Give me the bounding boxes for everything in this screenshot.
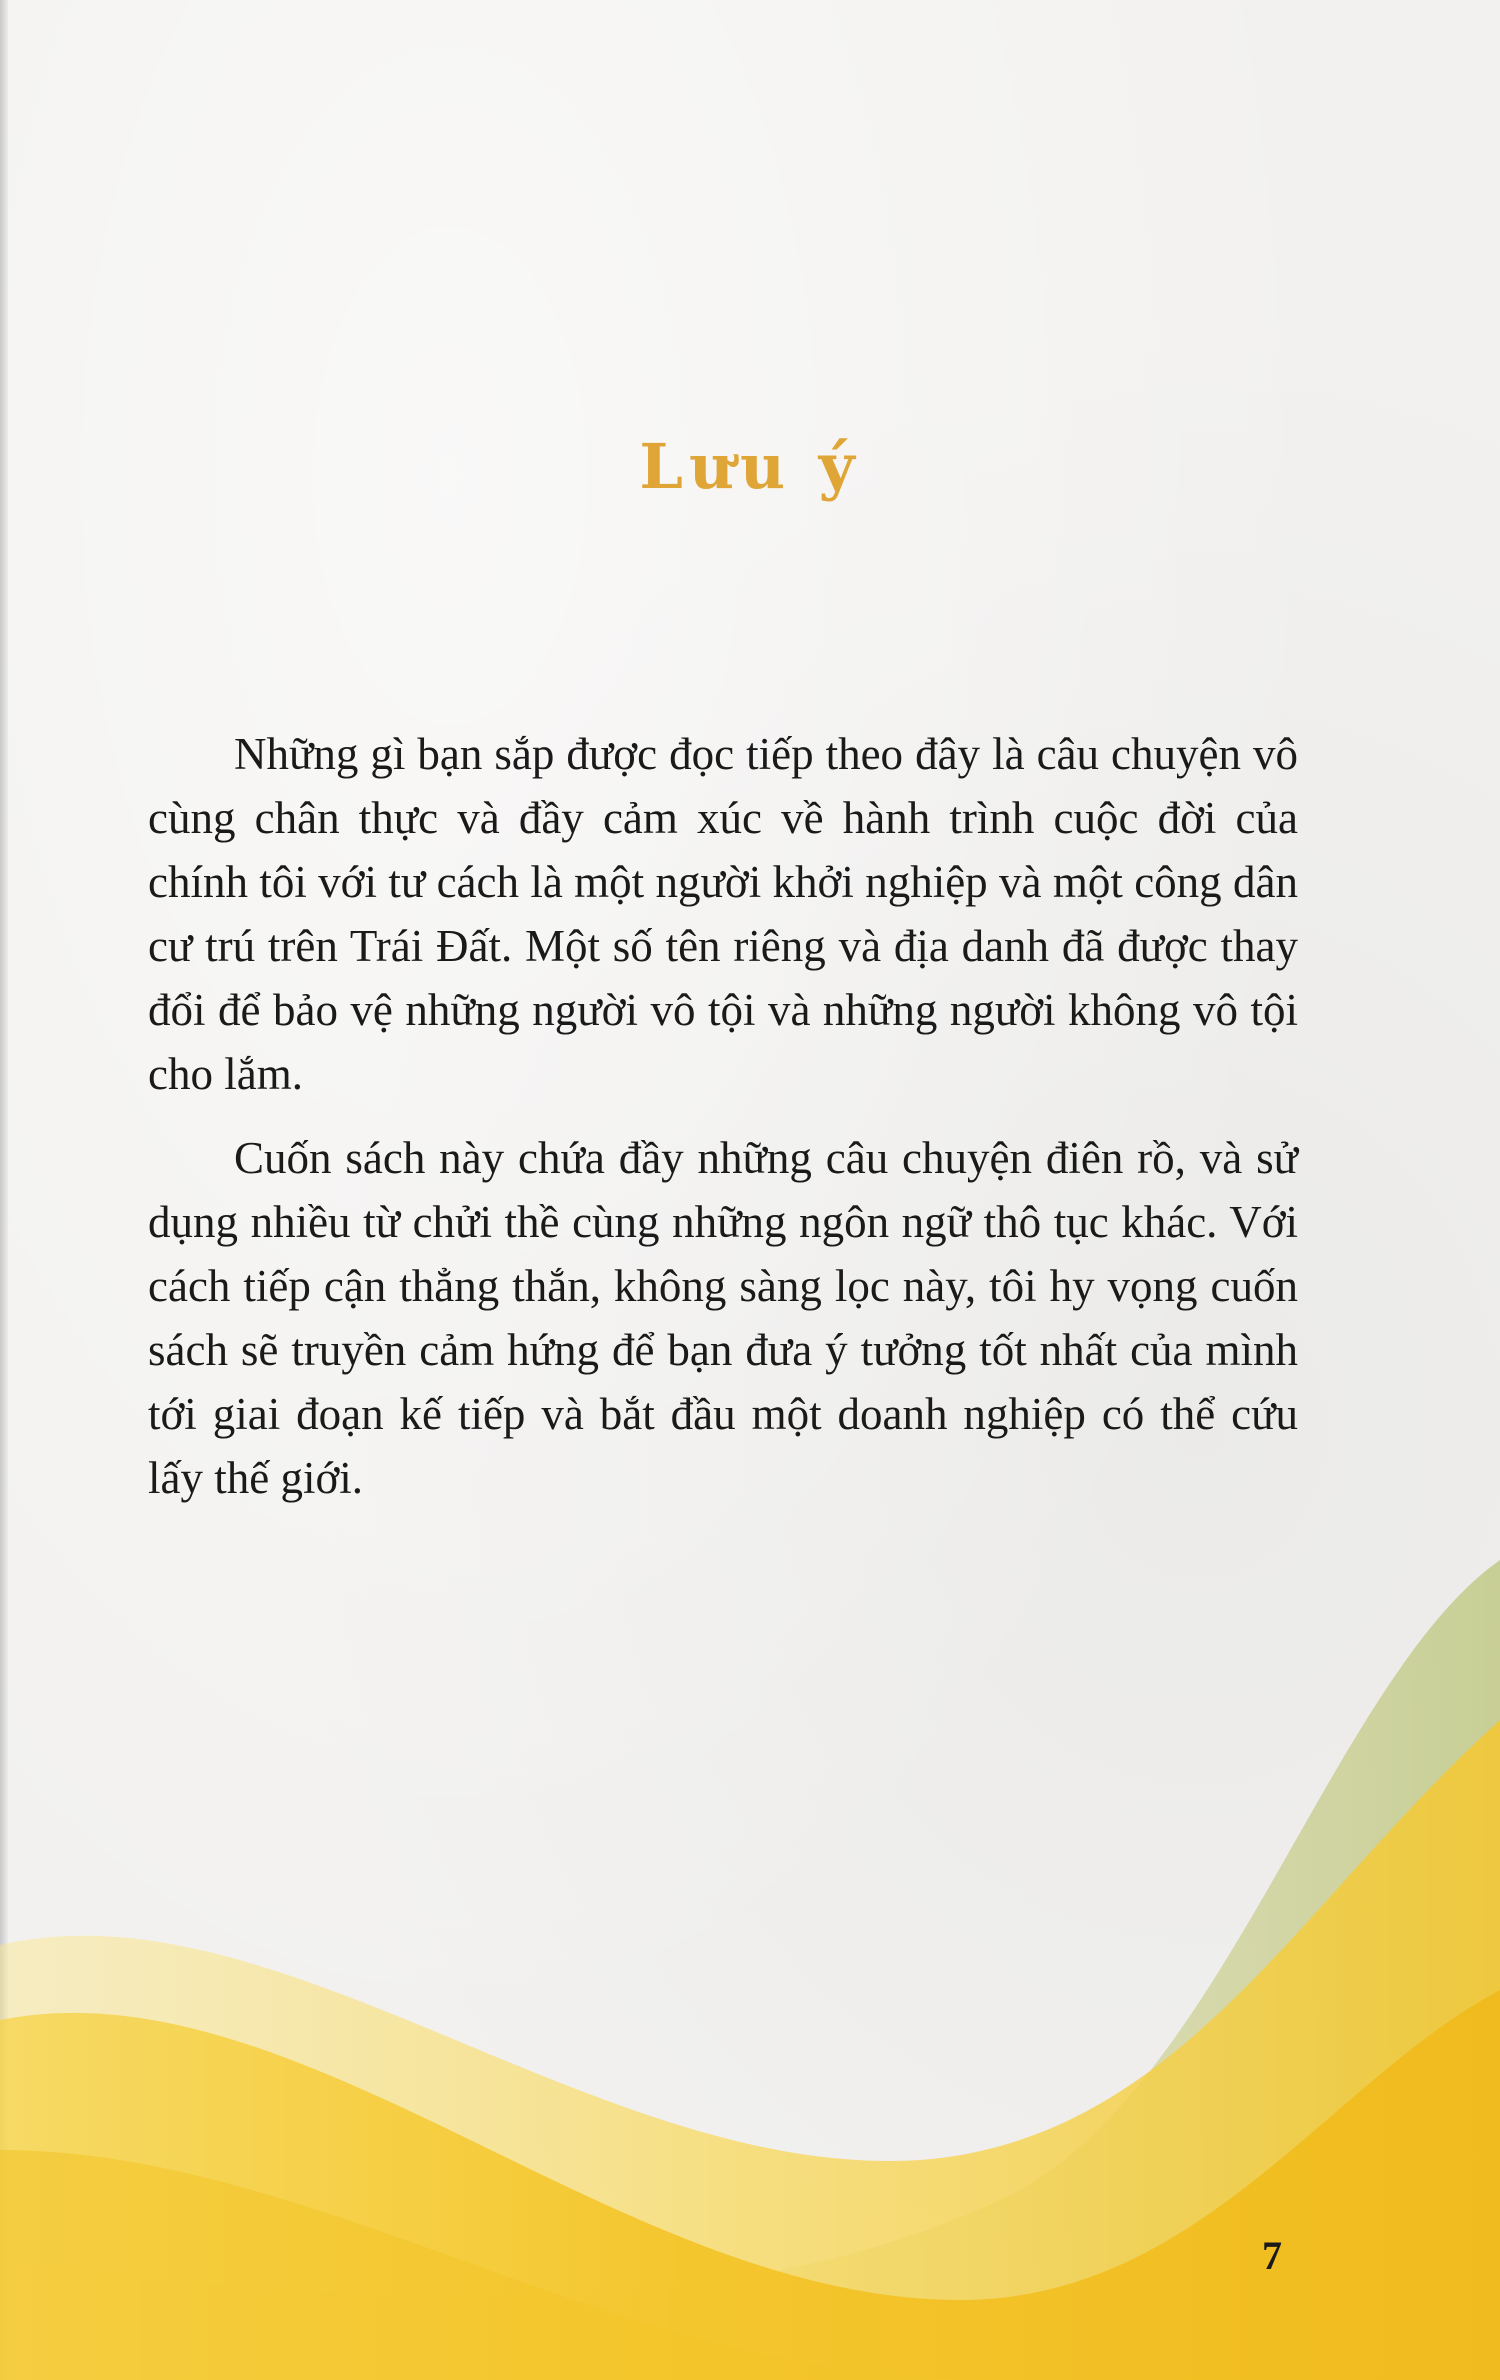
page-number: 7 xyxy=(1262,2233,1282,2278)
body-text xyxy=(148,722,1298,1530)
page-title: Lưu ý xyxy=(639,430,861,503)
paragraph-1: Những gì bạn sắp được đọc tiếp theo đây là câu chuyện vô cùng chân thực và đầy cảm xúc về hành trình cuộc đời của chính tôi với tư cách là một người khởi nghiệp và một công dân cư trú trên Trái Đất. Một số tên riêng và địa danh đã được thay đổi để bảo vệ những người vô tội và những người không vô tội cho lắm. xyxy=(148,729,1298,1099)
paragraph-2: Cuốn sách này chứa đầy những câu chuyện điên rồ, và sử dụng nhiều từ chửi thề cùng những ngôn ngữ thô tục khác. Với cách tiếp cận thẳng thắn, không sàng lọc này, tôi hy vọng cuốn sách sẽ truyền cảm hứng để bạn đưa ý tưởng tốt nhất của mình tới giai đoạn kế tiếp và bắt đầu một doanh nghiệp có thể cứu lấy thế giới. xyxy=(148,1133,1298,1503)
